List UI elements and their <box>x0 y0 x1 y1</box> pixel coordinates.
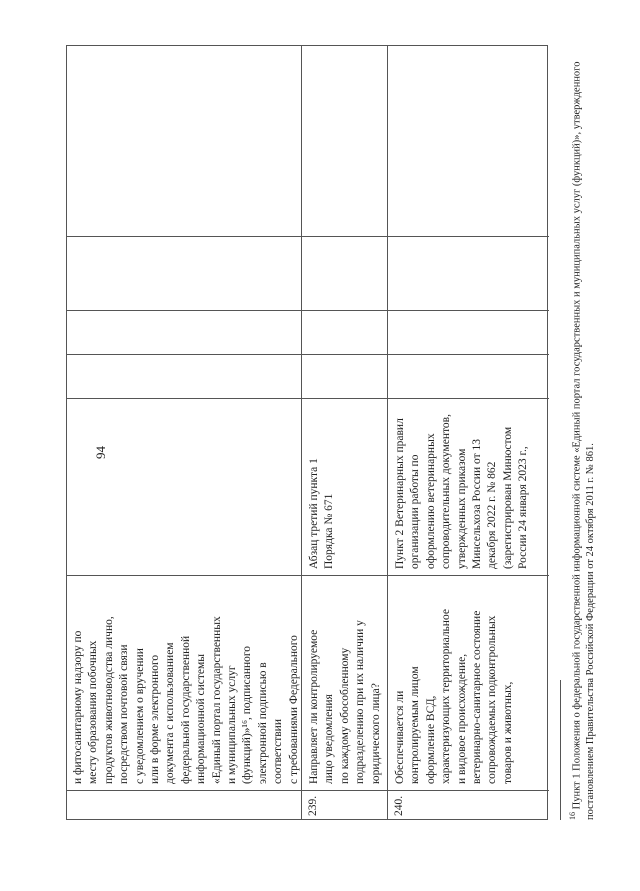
footnote <box>566 30 597 820</box>
table-row <box>387 45 549 820</box>
answer-no-cell <box>66 311 301 355</box>
footnote-marker: 16 <box>568 812 577 820</box>
question-cell: и фитосанитарному надзору по месту образования побочных продуктов животноводства лично, посредством почтовой связи с уведомлением о вручении или в форме электронного документа с использованием федеральной государственной информационной системы «Единый портал государственных и муниципальных услуг (функций)»¹⁶, подписанного электронной подписью в соответствии с требованиями Федерального <box>66 576 301 791</box>
answer-yes-cell <box>66 355 301 399</box>
row-number <box>66 791 301 820</box>
footnote-divider <box>560 680 561 820</box>
answer-na-cell <box>388 237 549 311</box>
footnote-text: Пункт 1 Положения о федеральной государственной информационной системе «Единый портал государственных и муниципальных услуг (функций)», утвержденного постановлением Правительства Российской Федерации от 24 октября 2011 г. № 861. <box>571 61 596 820</box>
answer-no-cell <box>302 311 388 355</box>
notes-cell <box>302 45 388 237</box>
notes-cell <box>388 45 549 237</box>
reference-cell: Абзац третий пункта 1 Порядка № 671 <box>302 399 388 576</box>
answer-yes-cell <box>388 355 549 399</box>
answer-no-cell <box>388 311 549 355</box>
answer-na-cell <box>66 237 301 311</box>
question-cell: Обеспечивается ли контролируемым лицом оформление ВСД, характеризующих территориальное и видовое происхождение, ветеринарно-санитарное состояние сопровождаемых подконтрольных товаров и животных, <box>388 576 549 791</box>
reference-cell <box>66 399 301 576</box>
notes-cell <box>66 45 301 237</box>
table-row <box>301 45 388 820</box>
row-number: 239. <box>307 795 319 816</box>
reference-cell: Пункт 2 Ветеринарных правил организации работы по оформлению ветеринарных сопроводительных документов, утвержденных приказом Минсельхоза России от 13 декабря 2022 г. № 862 (зарегистрирован Минюстом России 24 января 2023 г., <box>388 399 549 576</box>
row-number: 240. <box>393 795 405 816</box>
checklist-table <box>66 45 548 820</box>
answer-yes-cell <box>302 355 388 399</box>
question-cell: Направляет ли контролируемое лицо уведомления по каждому обособленному подразделению при их наличии у юридического лица? <box>302 576 388 791</box>
page-number: 94 <box>93 446 108 459</box>
table-row <box>66 45 301 820</box>
answer-na-cell <box>302 237 388 311</box>
